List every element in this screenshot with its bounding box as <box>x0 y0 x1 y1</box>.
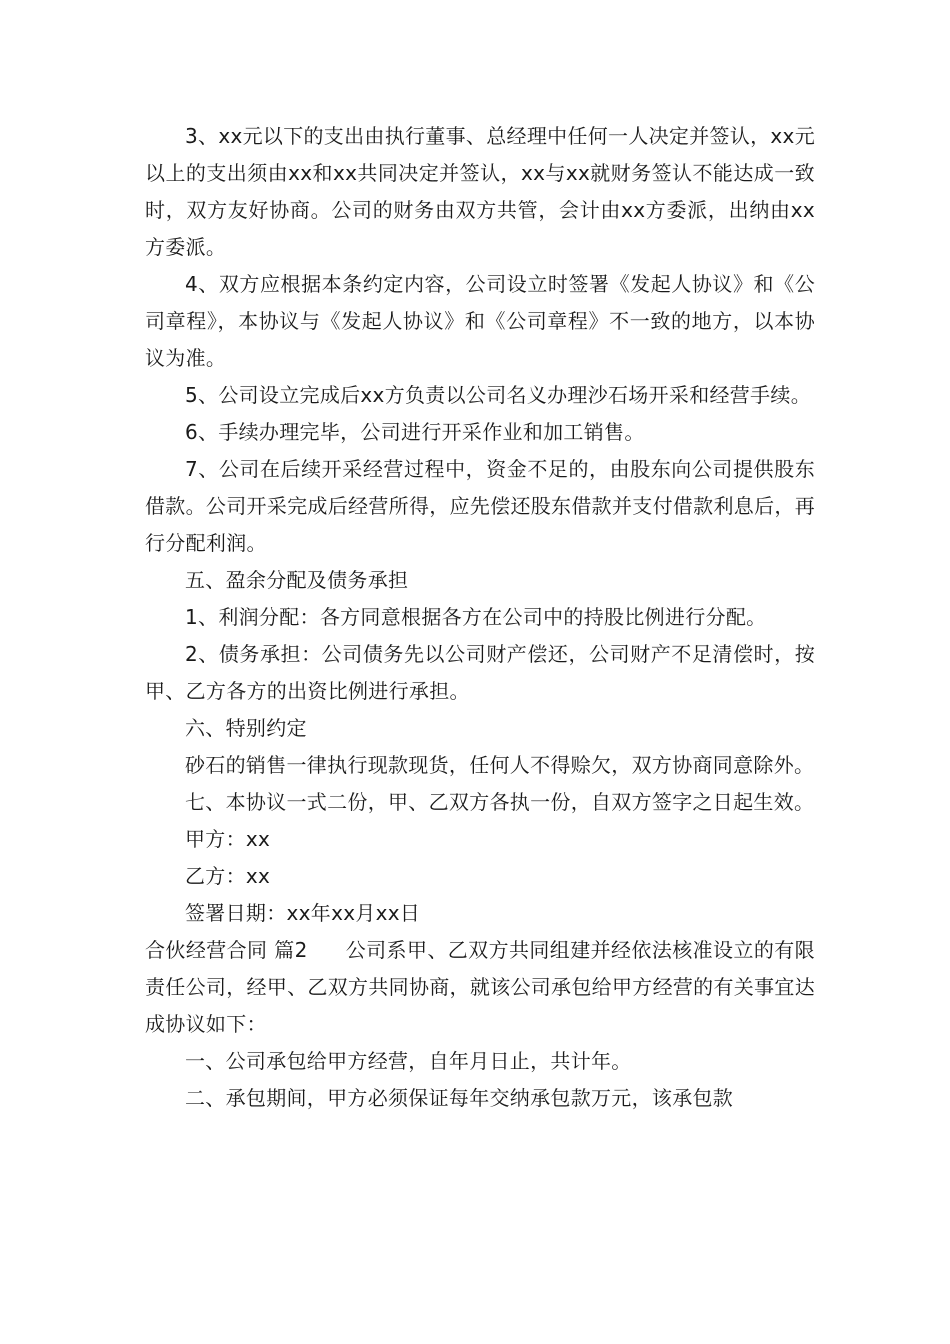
section-heading: 合伙经营合同 篇2 <box>145 938 308 962</box>
document-body <box>145 118 815 1117</box>
paragraph-contract-fee: 二、承包期间，甲方必须保证每年交纳承包款万元，该承包款 <box>185 1086 734 1110</box>
paragraph-debt-bearing: 2、债务承担：公司债务先以公司财产偿还，公司财产不足清偿时，按甲、乙方各方的出资比例进行承担。 <box>145 642 815 703</box>
paragraph-contract-term: 一、公司承包给甲方经营，自年月日止，共计年。 <box>185 1049 632 1073</box>
signature-party-a: 甲方：xx <box>185 827 271 851</box>
signature-date: 签署日期：xx年xx月xx日 <box>185 901 421 925</box>
section-intro: 公司系甲、乙双方共同组建并经依法核准设立的有限责任公司，经甲、乙双方共同协商，就该公司承包给甲方经营的有关事宜达成协议如下： <box>145 938 815 1036</box>
paragraph-section-7: 七、本协议一式二份，甲、乙双方各执一份，自双方签字之日起生效。 <box>185 790 815 814</box>
section-2-block <box>145 932 815 1043</box>
paragraph-clause-5: 5、公司设立完成后xx方负责以公司名义办理沙石场开采和经营手续。 <box>185 383 811 407</box>
paragraph-clause-3: 3、xx元以下的支出由执行董事、总经理中任何一人决定并签认，xx元以上的支出须由xx和xx共同决定并签认，xx与xx就财务签认不能达成一致时，双方友好协商。公司的财务由双方共管，会计由xx方委派，出纳由xx方委派。 <box>145 124 815 259</box>
paragraph-clause-4: 4、双方应根据本条约定内容，公司设立时签署《发起人协议》和《公司章程》，本协议与《发起人协议》和《公司章程》不一致的地方，以本协议为准。 <box>145 272 815 370</box>
signature-party-b: 乙方：xx <box>185 864 271 888</box>
heading-section-6: 六、特别约定 <box>185 716 307 740</box>
paragraph-special-terms: 砂石的销售一律执行现款现货，任何人不得赊欠，双方协商同意除外。 <box>185 753 815 777</box>
paragraph-clause-7: 7、公司在后续开采经营过程中，资金不足的，由股东向公司提供股东借款。公司开采完成后经营所得，应先偿还股东借款并支付借款利息后，再行分配利润。 <box>145 457 815 555</box>
paragraph-clause-6: 6、手续办理完毕，公司进行开采作业和加工销售。 <box>185 420 645 444</box>
paragraph-profit-distribution: 1、利润分配：各方同意根据各方在公司中的持股比例进行分配。 <box>185 605 767 629</box>
heading-section-5: 五、盈余分配及债务承担 <box>185 568 409 592</box>
